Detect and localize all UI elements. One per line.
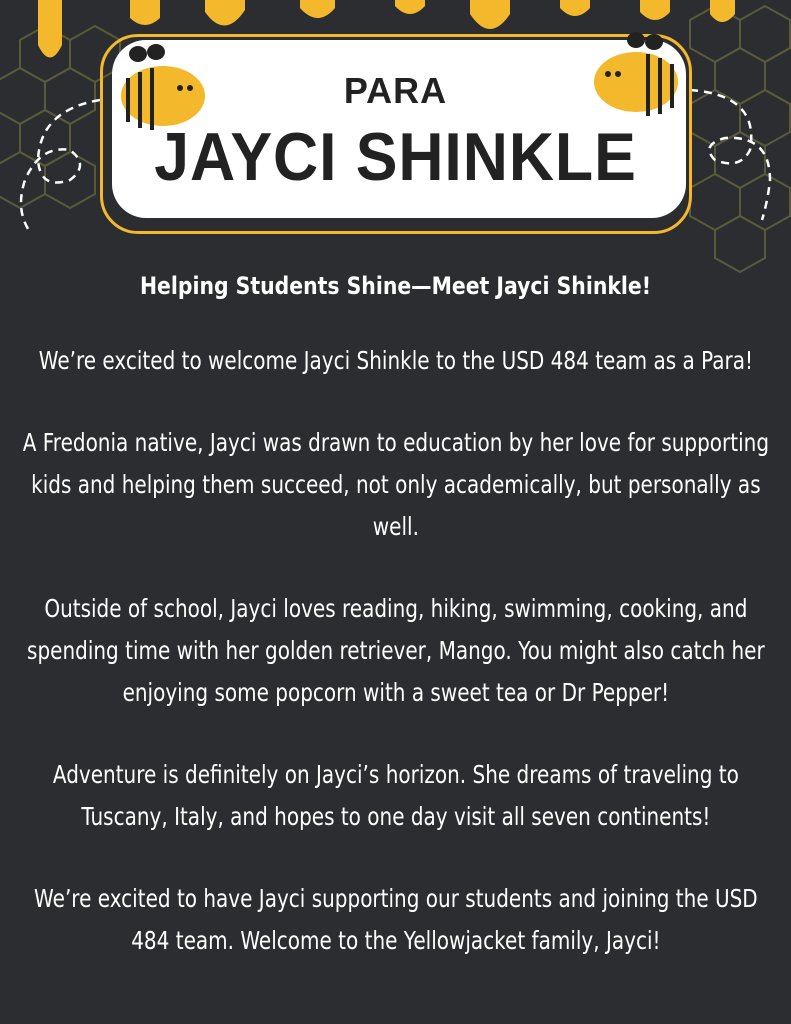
paragraph-closing: We’re excited to have Jayci supporting our students and joining the USD 484 team. Welcome to the Yellowjacket family, Jayci!	[33, 884, 758, 955]
paragraph-welcome: We’re excited to welcome Jayci Shinkle to the USD 484 team as a Para!	[38, 346, 753, 375]
headline: Helping Students Shine—Meet Jayci Shinkle!	[139, 272, 652, 300]
paragraph-background: A Fredonia native, Jayci was drawn to education by her love for supporting kids and helping them succeed, not only academically, but personally as well.	[22, 428, 769, 541]
role-label: PARA	[343, 70, 448, 111]
paragraph-hobbies: Outside of school, Jayci loves reading, hiking, swimming, cooking, and spending time with her golden retriever, Mango. You might also catch her enjoying some popcorn with a sweet tea or Dr Pepper!	[26, 594, 765, 707]
paragraph-travel: Adventure is definitely on Jayci’s horizon. She dreams of traveling to Tuscany, Italy, and hopes to one day visit all seven continents!	[52, 760, 739, 831]
name-title: JAYCI SHINKLE	[154, 119, 637, 195]
article-body	[14, 272, 777, 1002]
